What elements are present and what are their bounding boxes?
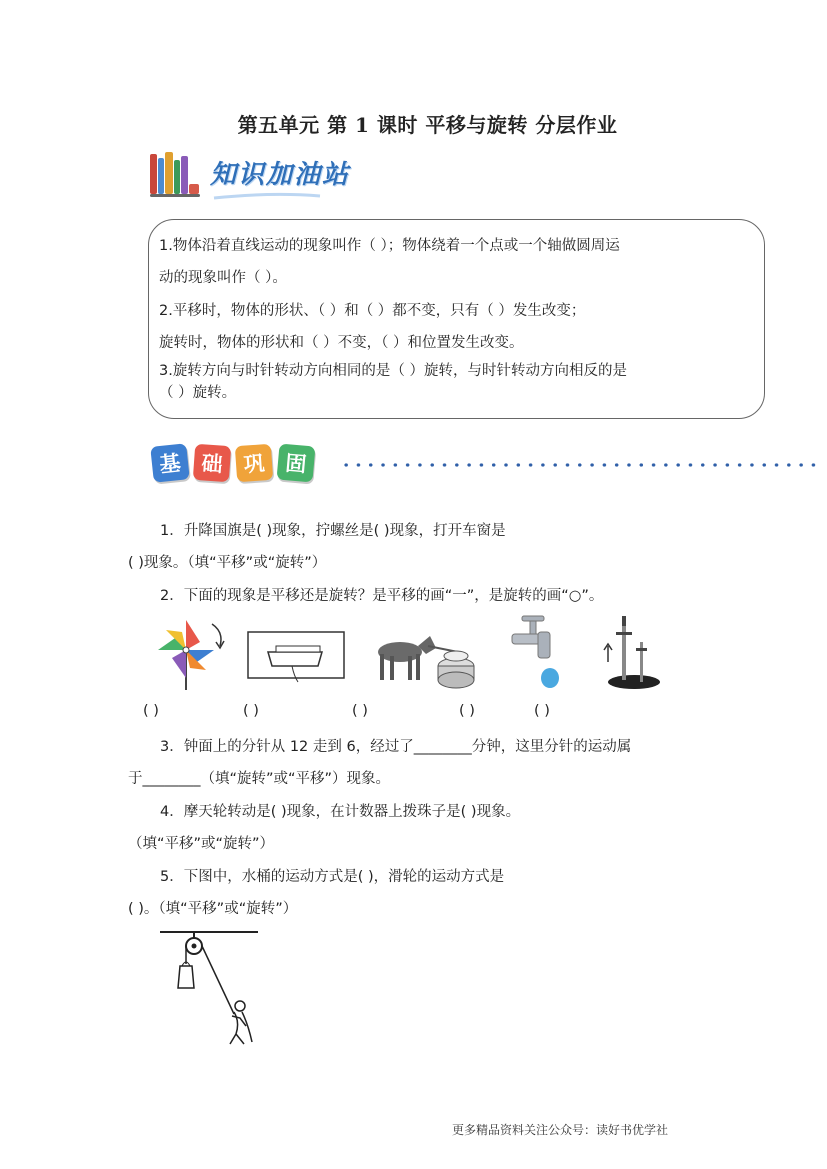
page-title: 第五单元 第 1 课时 平移与旋转 分层作业: [237, 113, 618, 137]
question-4-cont: （填“平移”或“旋转”）: [128, 836, 275, 852]
banner-underline: [212, 190, 322, 202]
banner-tile: 巩: [235, 444, 273, 482]
knowledge-line: 2.平移时，物体的形状、（ ）和（ ）都不变，只有（ ）发生改变；: [159, 303, 586, 319]
knowledge-line: （ ）旋转。: [159, 385, 237, 401]
banner-tile: 基: [150, 443, 190, 483]
answer-blank[interactable]: ( ): [352, 703, 368, 719]
basics-banner: [152, 445, 314, 481]
dotted-divider: [340, 463, 820, 467]
sword-icon: [600, 612, 670, 692]
faucet-icon: [508, 612, 568, 692]
answer-blank[interactable]: ( ): [534, 703, 550, 719]
question-3: 3．钟面上的分针从 12 走到 6，经过了________分钟，这里分针的运动属: [160, 739, 632, 755]
question-3-cont: 于________（填“旋转”或“平移”）现象。: [128, 771, 391, 787]
banner-tile: 础: [193, 444, 231, 482]
drawer-icon: [246, 630, 348, 686]
banner-tile: 固: [276, 443, 315, 482]
answer-blank[interactable]: ( ): [243, 703, 259, 719]
books-icon: [150, 150, 202, 194]
question-1: 1．升降国旗是( )现象，拧螺丝是( )现象，打开车窗是: [160, 523, 506, 539]
knowledge-line: 旋转时，物体的形状和（ ）不变，（ ）和位置发生改变。: [159, 335, 524, 351]
knowledge-banner: [150, 150, 350, 194]
donkey-millstone-icon: [370, 626, 476, 694]
knowledge-banner-label: 知识加油站: [210, 159, 351, 190]
footer-note: 更多精品资料关注公众号：读好书优学社: [452, 1123, 669, 1137]
pulley-icon: [156, 926, 266, 1050]
answer-blank[interactable]: ( ): [143, 703, 159, 719]
pinwheel-icon: [150, 612, 230, 692]
question-2: 2．下面的现象是平移还是旋转？是平移的画“一”，是旋转的画“○”。: [160, 588, 604, 604]
question-1-cont: ( )现象。（填“平移”或“旋转”）: [128, 555, 327, 571]
knowledge-line: 3.旋转方向与时针转动方向相同的是（ ）旋转，与时针转动方向相反的是: [159, 363, 627, 379]
question-5: 5．下图中，水桶的运动方式是( )，滑轮的运动方式是: [160, 869, 505, 885]
knowledge-line: 动的现象叫作（ ）。: [159, 270, 287, 286]
question-5-cont: ( )。（填“平移”或“旋转”）: [128, 901, 298, 917]
question-4: 4．摩天轮转动是( )现象，在计数器上拨珠子是( )现象。: [160, 804, 521, 820]
answer-blank[interactable]: ( ): [459, 703, 475, 719]
knowledge-line: 1.物体沿着直线运动的现象叫作（ ）；物体绕着一个点或一个轴做圆周运: [159, 238, 620, 254]
